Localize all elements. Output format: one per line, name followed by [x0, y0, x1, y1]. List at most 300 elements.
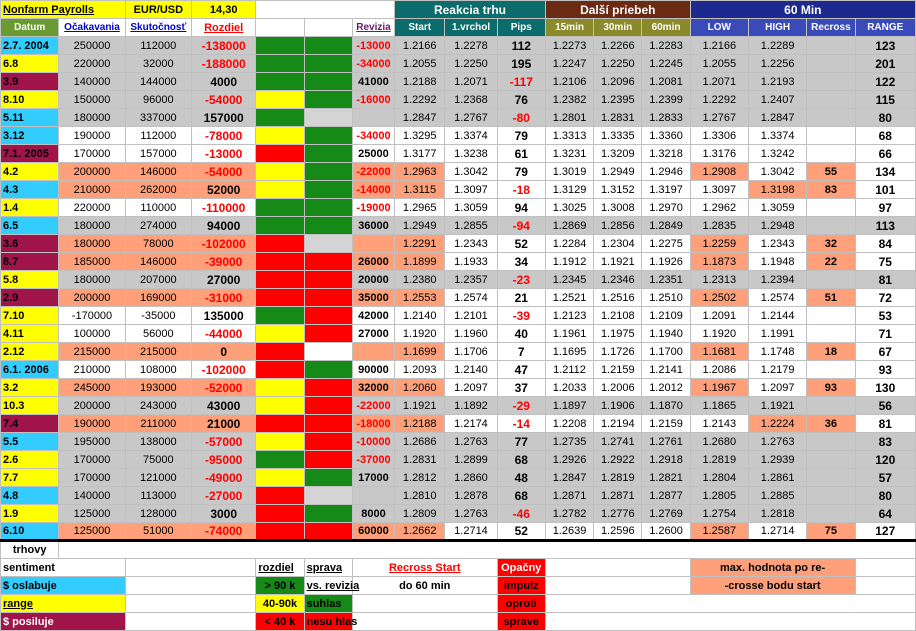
cell-high: 1.2179 — [748, 361, 806, 379]
cell-high: 1.2256 — [748, 55, 806, 73]
cell-recross — [807, 271, 855, 289]
cell-high: 1.2224 — [748, 415, 806, 433]
legend-nesuhlas: nesu hlas — [304, 613, 352, 631]
cell-skutocnost: 337000 — [125, 109, 191, 127]
cell-recross — [807, 127, 855, 145]
cell-pips: 21 — [497, 289, 545, 307]
cell-high: 1.3042 — [748, 163, 806, 181]
cell-start: 1.2949 — [395, 217, 445, 235]
cell-pips: -23 — [497, 271, 545, 289]
cell-date: 3.12 — [1, 127, 59, 145]
cell-skutocnost: 112000 — [125, 37, 191, 55]
cell-range: 53 — [855, 307, 915, 325]
cell-pips: 52 — [497, 235, 545, 253]
revizia-color-cell — [304, 37, 352, 55]
cell-revizia: -34000 — [352, 55, 394, 73]
cell-m15: 1.2247 — [545, 55, 593, 73]
cell-revizia — [352, 109, 394, 127]
cell-low: 1.1681 — [690, 343, 748, 361]
cell-ocakavania: 245000 — [59, 379, 125, 397]
legend-oproti: oproti — [497, 595, 545, 613]
cell-m30: 1.1921 — [594, 253, 642, 271]
cell-range: 101 — [855, 181, 915, 199]
header-row — [1, 19, 916, 37]
cell-high: 1.3374 — [748, 127, 806, 145]
cell-start: 1.2963 — [395, 163, 445, 181]
cell-revizia: 27000 — [352, 325, 394, 343]
rozdiel-color-cell — [256, 253, 304, 271]
cell-m15: 1.2284 — [545, 235, 593, 253]
cell-start: 1.1699 — [395, 343, 445, 361]
table-row — [1, 505, 916, 523]
table-row — [1, 199, 916, 217]
cell-revizia: 60000 — [352, 523, 394, 541]
cell-revizia: -18000 — [352, 415, 394, 433]
cell-date: 2.9 — [1, 289, 59, 307]
cell-m30: 1.2266 — [594, 37, 642, 55]
cell-m60: 1.2351 — [642, 271, 690, 289]
cell-rozdiel: -110000 — [192, 199, 256, 217]
cell-range: 72 — [855, 289, 915, 307]
cell-revizia: 32000 — [352, 379, 394, 397]
cell-skutocnost: 146000 — [125, 253, 191, 271]
cell-m30: 1.2949 — [594, 163, 642, 181]
cell-range: 93 — [855, 361, 915, 379]
cell-recross — [807, 325, 855, 343]
cell-high: 1.2847 — [748, 109, 806, 127]
rozdiel-color-cell — [256, 289, 304, 307]
cell-skutocnost: 113000 — [125, 487, 191, 505]
cell-start: 1.2965 — [395, 199, 445, 217]
table-row — [1, 469, 916, 487]
cell-date: 6.10 — [1, 523, 59, 541]
cell-low: 1.2071 — [690, 73, 748, 91]
cell-range: 120 — [855, 451, 915, 469]
cell-range: 134 — [855, 163, 915, 181]
legend-row-5 — [1, 613, 916, 631]
cell-pips: 77 — [497, 433, 545, 451]
cell-date: 7.4 — [1, 415, 59, 433]
cell-m60: 1.2283 — [642, 37, 690, 55]
revizia-color-cell — [304, 451, 352, 469]
cell-date: 7.10 — [1, 307, 59, 325]
cell-skutocnost: 169000 — [125, 289, 191, 307]
col-low: LOW — [690, 19, 748, 37]
cell-pips: -14 — [497, 415, 545, 433]
cell-revizia: -16000 — [352, 91, 394, 109]
cell-start: 1.2055 — [395, 55, 445, 73]
table-row — [1, 109, 916, 127]
cell-recross — [807, 91, 855, 109]
col-60min: 60min — [642, 19, 690, 37]
cell-high: 1.2861 — [748, 469, 806, 487]
cell-rozdiel: -54000 — [192, 163, 256, 181]
rozdiel-color-cell — [256, 271, 304, 289]
cell-start: 1.1899 — [395, 253, 445, 271]
rozdiel-color-cell — [256, 37, 304, 55]
cell-pips: 47 — [497, 361, 545, 379]
col-skutocnost: Skutočnosť — [125, 19, 191, 37]
cell-low: 1.2962 — [690, 199, 748, 217]
cell-ocakavania: 180000 — [59, 109, 125, 127]
cell-pips: 52 — [497, 523, 545, 541]
cell-high: 1.2948 — [748, 217, 806, 235]
cell-skutocnost: 215000 — [125, 343, 191, 361]
cell-high: 1.2714 — [748, 523, 806, 541]
cell-vrchol: 1.2174 — [445, 415, 497, 433]
col-pips: Pips — [497, 19, 545, 37]
cell-range: 81 — [855, 415, 915, 433]
cell-rozdiel: -52000 — [192, 379, 256, 397]
cell-low: 1.2313 — [690, 271, 748, 289]
revizia-color-cell — [304, 505, 352, 523]
cell-date: 4.2 — [1, 163, 59, 181]
cell-low: 1.2587 — [690, 523, 748, 541]
cell-m15: 1.2033 — [545, 379, 593, 397]
cell-pips: -46 — [497, 505, 545, 523]
cell-m15: 1.2112 — [545, 361, 593, 379]
legend-sprave: sprave — [497, 613, 545, 631]
cell-high: 1.2289 — [748, 37, 806, 55]
cell-skutocnost: 274000 — [125, 217, 191, 235]
rozdiel-color-cell — [256, 469, 304, 487]
cell-ocakavania: 195000 — [59, 433, 125, 451]
group-dalsi: Další priebeh — [545, 1, 690, 19]
cell-revizia: 8000 — [352, 505, 394, 523]
cell-recross — [807, 451, 855, 469]
cell-recross — [807, 199, 855, 217]
cell-m15: 1.1912 — [545, 253, 593, 271]
cell-range: 75 — [855, 253, 915, 271]
cell-range: 115 — [855, 91, 915, 109]
cell-vrchol: 1.2101 — [445, 307, 497, 325]
cell-vrchol: 1.1960 — [445, 325, 497, 343]
cell-vrchol: 1.2368 — [445, 91, 497, 109]
cell-low: 1.2754 — [690, 505, 748, 523]
col-range: RANGE — [855, 19, 915, 37]
cell-m15: 1.2345 — [545, 271, 593, 289]
cell-m60: 1.2821 — [642, 469, 690, 487]
cell-recross — [807, 55, 855, 73]
cell-start: 1.3295 — [395, 127, 445, 145]
cell-vrchol: 1.2767 — [445, 109, 497, 127]
cell-date: 7.7 — [1, 469, 59, 487]
legend-row-3 — [1, 577, 916, 595]
cell-ocakavania: 140000 — [59, 487, 125, 505]
rozdiel-color-cell — [256, 415, 304, 433]
cell-rozdiel: -27000 — [192, 487, 256, 505]
cell-rozdiel: 157000 — [192, 109, 256, 127]
cell-skutocnost: 243000 — [125, 397, 191, 415]
cell-m60: 1.3360 — [642, 127, 690, 145]
cell-date: 6.1. 2006 — [1, 361, 59, 379]
cell-m60: 1.2877 — [642, 487, 690, 505]
cell-vrchol: 1.2071 — [445, 73, 497, 91]
cell-m60: 1.1700 — [642, 343, 690, 361]
table-row — [1, 361, 916, 379]
revizia-color-cell — [304, 325, 352, 343]
cell-rozdiel: 4000 — [192, 73, 256, 91]
cell-range: 81 — [855, 271, 915, 289]
cell-revizia: 36000 — [352, 217, 394, 235]
legend-r40: < 40 k — [256, 613, 304, 631]
table-row — [1, 91, 916, 109]
cell-revizia: 20000 — [352, 271, 394, 289]
cell-high: 1.2343 — [748, 235, 806, 253]
cell-m60: 1.3218 — [642, 145, 690, 163]
cell-ocakavania: 250000 — [59, 37, 125, 55]
cell-m30: 1.3209 — [594, 145, 642, 163]
rozdiel-color-cell — [256, 73, 304, 91]
cell-recross: 83 — [807, 181, 855, 199]
cell-m30: 1.2831 — [594, 109, 642, 127]
cell-m30: 1.2871 — [594, 487, 642, 505]
cell-recross: 93 — [807, 379, 855, 397]
rozdiel-color-cell — [256, 91, 304, 109]
cell-ocakavania: 215000 — [59, 343, 125, 361]
cell-recross: 32 — [807, 235, 855, 253]
cell-m30: 1.2346 — [594, 271, 642, 289]
cell-start: 1.2553 — [395, 289, 445, 307]
cell-m15: 1.1695 — [545, 343, 593, 361]
table-row — [1, 307, 916, 325]
table-row — [1, 253, 916, 271]
cell-revizia — [352, 235, 394, 253]
cell-m60: 1.2141 — [642, 361, 690, 379]
cell-range: 122 — [855, 73, 915, 91]
cell-range: 80 — [855, 109, 915, 127]
cell-low: 1.2767 — [690, 109, 748, 127]
legend-trhovy: trhovy — [1, 541, 59, 559]
cell-low: 1.2086 — [690, 361, 748, 379]
cell-m60: 1.2399 — [642, 91, 690, 109]
table-row — [1, 289, 916, 307]
legend-oslabuje: $ oslabuje — [1, 577, 126, 595]
cell-range: 84 — [855, 235, 915, 253]
revizia-color-cell — [304, 127, 352, 145]
cell-start: 1.2188 — [395, 73, 445, 91]
cell-m15: 1.2639 — [545, 523, 593, 541]
cell-ocakavania: 100000 — [59, 325, 125, 343]
cell-m30: 1.1726 — [594, 343, 642, 361]
cell-date: 2.12 — [1, 343, 59, 361]
cell-m15: 1.2782 — [545, 505, 593, 523]
revizia-color-cell — [304, 181, 352, 199]
cell-recross — [807, 487, 855, 505]
cell-low: 1.2819 — [690, 451, 748, 469]
pair-label: EUR/USD — [125, 1, 191, 19]
cell-revizia: 42000 — [352, 307, 394, 325]
cell-revizia: -19000 — [352, 199, 394, 217]
legend-sentiment: sentiment — [1, 559, 126, 577]
cell-range: 64 — [855, 505, 915, 523]
cell-m30: 1.2096 — [594, 73, 642, 91]
cell-range: 56 — [855, 397, 915, 415]
col-start: Start — [395, 19, 445, 37]
cell-m30: 1.3335 — [594, 127, 642, 145]
cell-ocakavania: 200000 — [59, 163, 125, 181]
table-row — [1, 397, 916, 415]
cell-recross — [807, 109, 855, 127]
rozdiel-color-cell — [256, 505, 304, 523]
cell-skutocnost: 108000 — [125, 361, 191, 379]
cell-range: 71 — [855, 325, 915, 343]
cell-pips: 61 — [497, 145, 545, 163]
cell-skutocnost: 193000 — [125, 379, 191, 397]
cell-revizia: -34000 — [352, 127, 394, 145]
cell-pips: 112 — [497, 37, 545, 55]
cell-vrchol: 1.2855 — [445, 217, 497, 235]
cell-high: 1.2193 — [748, 73, 806, 91]
cell-m30: 1.2922 — [594, 451, 642, 469]
cell-vrchol: 1.2343 — [445, 235, 497, 253]
cell-rozdiel: 21000 — [192, 415, 256, 433]
cell-m30: 1.1975 — [594, 325, 642, 343]
rozdiel-color-cell — [256, 163, 304, 181]
cell-rozdiel: -138000 — [192, 37, 256, 55]
revizia-color-cell — [304, 217, 352, 235]
cell-low: 1.1967 — [690, 379, 748, 397]
table-row — [1, 37, 916, 55]
cell-pips: -29 — [497, 397, 545, 415]
rozdiel-color-cell — [256, 127, 304, 145]
cell-m15: 1.1961 — [545, 325, 593, 343]
cell-low: 1.2091 — [690, 307, 748, 325]
cell-m60: 1.2761 — [642, 433, 690, 451]
cell-range: 67 — [855, 343, 915, 361]
legend-row-1 — [1, 541, 916, 559]
col-ocakavania: Očakavania — [59, 19, 125, 37]
cell-vrchol: 1.2860 — [445, 469, 497, 487]
cell-date: 8.7 — [1, 253, 59, 271]
legend-recross-start: Recross Start — [352, 559, 497, 577]
rozdiel-color-cell — [256, 487, 304, 505]
cell-m15: 1.2382 — [545, 91, 593, 109]
cell-m60: 1.2970 — [642, 199, 690, 217]
cell-pips: 48 — [497, 469, 545, 487]
cell-revizia: 26000 — [352, 253, 394, 271]
cell-ocakavania: 210000 — [59, 361, 125, 379]
cell-low: 1.2805 — [690, 487, 748, 505]
cell-vrchol: 1.2763 — [445, 433, 497, 451]
cell-ocakavania: 125000 — [59, 505, 125, 523]
legend-vs-revizia: vs. revizia — [304, 577, 352, 595]
cell-ocakavania: 220000 — [59, 55, 125, 73]
cell-date: 3.9 — [1, 73, 59, 91]
cell-rozdiel: 27000 — [192, 271, 256, 289]
cell-vrchol: 1.3059 — [445, 199, 497, 217]
cell-ocakavania: 150000 — [59, 91, 125, 109]
cell-range: 83 — [855, 433, 915, 451]
cell-skutocnost: 32000 — [125, 55, 191, 73]
cell-rozdiel: 135000 — [192, 307, 256, 325]
cell-rozdiel: -13000 — [192, 145, 256, 163]
cell-recross — [807, 361, 855, 379]
cell-vrchol: 1.3238 — [445, 145, 497, 163]
cell-m60: 1.1940 — [642, 325, 690, 343]
rozdiel-color-cell — [256, 217, 304, 235]
rozdiel-color-cell — [256, 235, 304, 253]
group-60min: 60 Min — [690, 1, 915, 19]
cell-recross — [807, 73, 855, 91]
cell-ocakavania: 220000 — [59, 199, 125, 217]
rozdiel-color-cell — [256, 55, 304, 73]
cell-range: 97 — [855, 199, 915, 217]
cell-m30: 1.2819 — [594, 469, 642, 487]
cell-rozdiel: -78000 — [192, 127, 256, 145]
revizia-color-cell — [304, 433, 352, 451]
cell-m30: 1.2108 — [594, 307, 642, 325]
rozdiel-color-cell — [256, 451, 304, 469]
cell-m60: 1.2275 — [642, 235, 690, 253]
cell-high: 1.3198 — [748, 181, 806, 199]
revizia-color-cell — [304, 199, 352, 217]
cell-pips: 94 — [497, 199, 545, 217]
cell-date: 2.6 — [1, 451, 59, 469]
cell-date: 8.10 — [1, 91, 59, 109]
cell-rozdiel: 94000 — [192, 217, 256, 235]
cell-vrchol: 1.2140 — [445, 361, 497, 379]
cell-low: 1.2908 — [690, 163, 748, 181]
cell-ocakavania: 210000 — [59, 181, 125, 199]
cell-pips: -39 — [497, 307, 545, 325]
cell-m15: 1.2208 — [545, 415, 593, 433]
cell-date: 3.2 — [1, 379, 59, 397]
cell-m15: 1.2273 — [545, 37, 593, 55]
cell-range: 201 — [855, 55, 915, 73]
cell-vrchol: 1.1706 — [445, 343, 497, 361]
cell-m60: 1.2109 — [642, 307, 690, 325]
cell-recross — [807, 307, 855, 325]
cell-skutocnost: 207000 — [125, 271, 191, 289]
revizia-color-cell — [304, 271, 352, 289]
cell-start: 1.2810 — [395, 487, 445, 505]
revizia-color-cell — [304, 91, 352, 109]
cell-vrchol: 1.3042 — [445, 163, 497, 181]
cell-recross — [807, 397, 855, 415]
cell-start: 1.2812 — [395, 469, 445, 487]
rozdiel-color-cell — [256, 523, 304, 541]
cell-vrchol: 1.1933 — [445, 253, 497, 271]
legend-opacny: Opačny — [497, 559, 545, 577]
rozdiel-color-cell — [256, 145, 304, 163]
cell-start: 1.2380 — [395, 271, 445, 289]
cell-pips: 68 — [497, 487, 545, 505]
rozdiel-color-cell — [256, 325, 304, 343]
cell-m60: 1.2946 — [642, 163, 690, 181]
cell-m15: 1.2106 — [545, 73, 593, 91]
cell-pips: 76 — [497, 91, 545, 109]
cell-recross: 55 — [807, 163, 855, 181]
cell-rozdiel: -95000 — [192, 451, 256, 469]
rozdiel-color-cell — [256, 361, 304, 379]
revizia-color-cell — [304, 145, 352, 163]
cell-m60: 1.2918 — [642, 451, 690, 469]
cell-revizia: 25000 — [352, 145, 394, 163]
cell-date: 3.6 — [1, 235, 59, 253]
cell-high: 1.1921 — [748, 397, 806, 415]
cell-skutocnost: 112000 — [125, 127, 191, 145]
cell-vrchol: 1.2574 — [445, 289, 497, 307]
cell-vrchol: 1.1892 — [445, 397, 497, 415]
legend-max1: max. hodnota po re- — [690, 559, 855, 577]
cell-m30: 1.2304 — [594, 235, 642, 253]
cell-pips: -80 — [497, 109, 545, 127]
cell-high: 1.1948 — [748, 253, 806, 271]
cell-vrchol: 1.2899 — [445, 451, 497, 469]
cell-m60: 1.1926 — [642, 253, 690, 271]
cell-m15: 1.3129 — [545, 181, 593, 199]
